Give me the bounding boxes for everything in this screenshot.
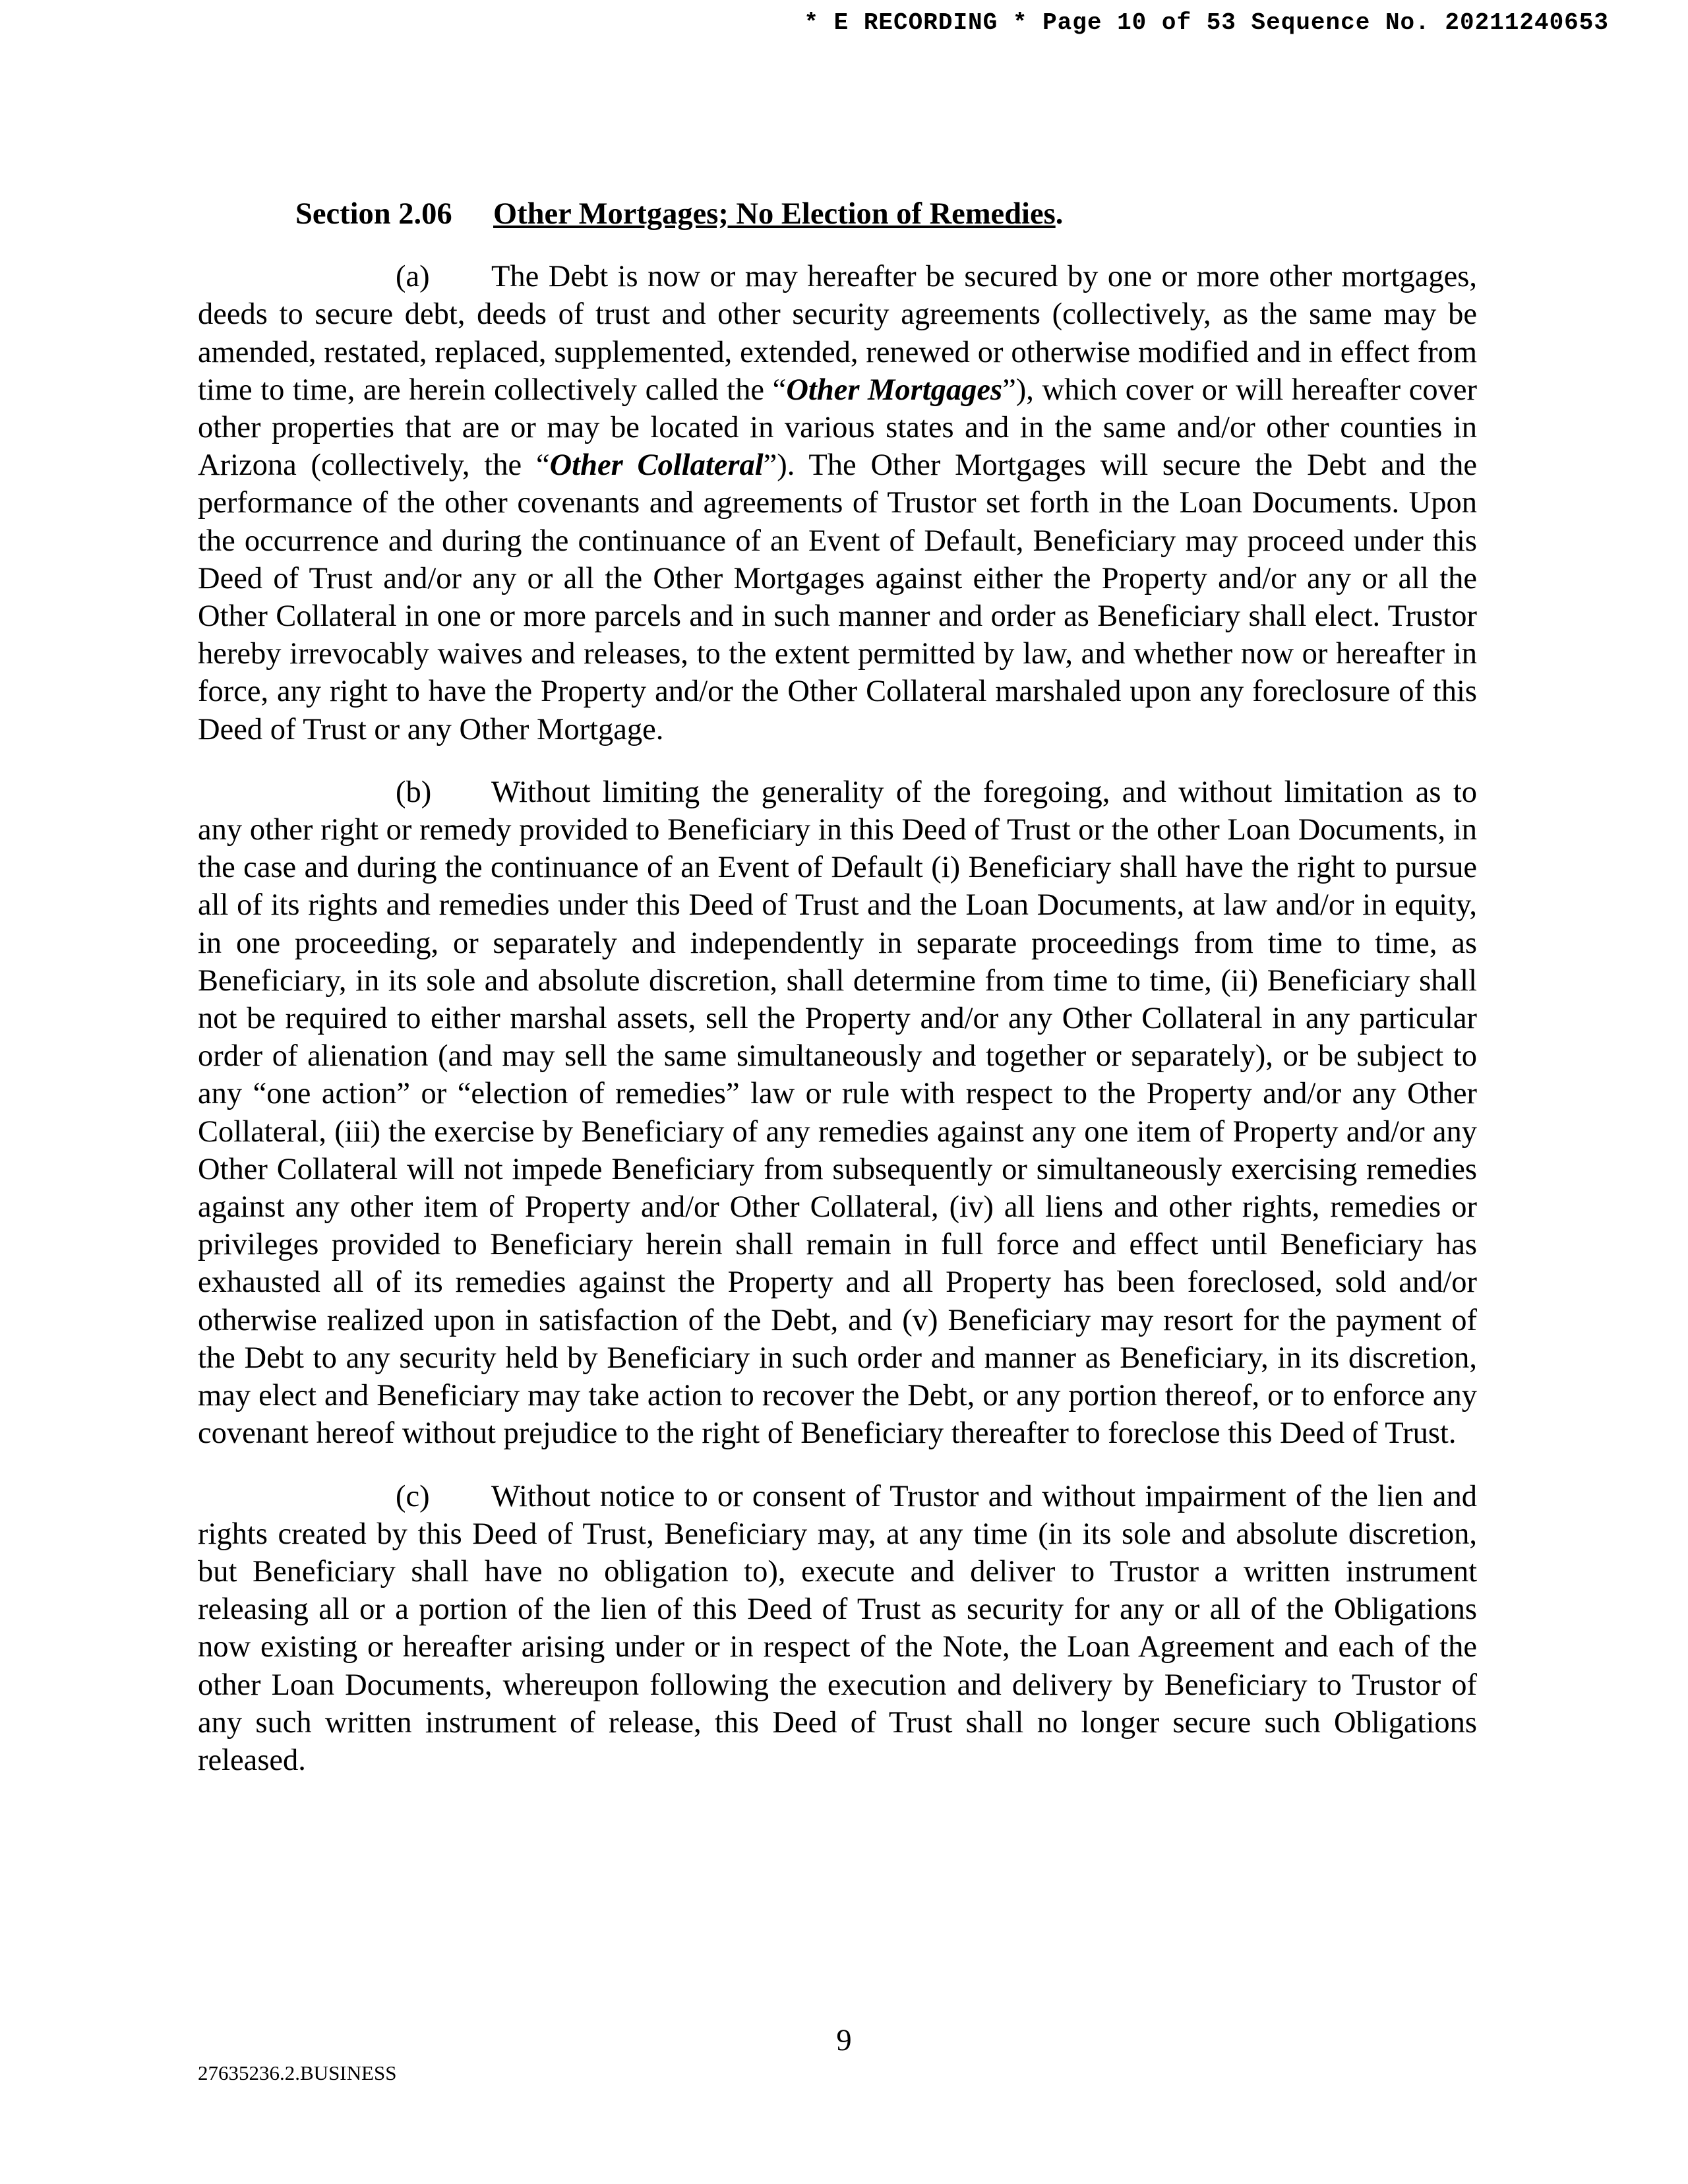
paragraph-b-label: (b) [396,775,432,809]
page-number: 9 [836,2024,852,2057]
paragraph-b [198,774,1477,1453]
paragraph-b-text: Without limiting the generality of the foregoing, and without limitation as to any other right or remedy provided to Beneficiary in this Deed of Trust or the other Loan Documents, in the case and during the continuance of an Event of Default (i) Beneficiary shall have the right to pursue all of its rights and remedies under this Deed of Trust and the Loan Documents, at law and/or in equity, in one proceeding, or separately and independently in separate proceedings from time to time, as Beneficiary, in its sole and absolute discretion, shall determine from time to time, (ii) Beneficiary shall not be required to either marshal assets, sell the Property and/or any Other Collateral in any particular order of alienation (and may sell the same simultaneously and together or separately), or be subject to any “one action” or “election of remedies” law or rule with respect to the Property and/or any Other Collateral, (iii) the exercise by Beneficiary of any remedies against any one item of Property and/or any Other Collateral will not impede Beneficiary from subsequently or simultaneously exercising remedies against any other item of Property and/or Other Collateral, (iv) all liens and other rights, remedies or privileges provided to Beneficiary herein shall remain in full force and effect until Beneficiary has exhausted all of its remedies against the Property and all Property has been foreclosed, sold and/or otherwise realized upon in satisfaction of the Debt, and (v) Beneficiary may resort for the payment of the Debt to any security held by Beneficiary in such order and manner as Beneficiary, in its discretion, may elect and Beneficiary may take action to recover the Debt, or any portion thereof, or to enforce any covenant hereof without prejudice to the right of Beneficiary thereafter to foreclose this Deed of Trust. [198,775,1477,1451]
paragraph-c-text: Without notice to or consent of Trustor and without impairment of the lien and rights created by this Deed of Trust, Beneficiary may, at any time (in its sole and absolute discretion, but Beneficiary shall have no obligation to), execute and deliver to Trustor a written instrument releasing all or a portion of the lien of this Deed of Trust as security for any or all of the Obligations now existing or hereafter arising under or in respect of the Note, the Loan Agreement and each of the other Loan Documents, whereupon following the execution and delivery by Beneficiary to Trustor of any such written instrument of release, this Deed of Trust shall no longer secure such Obligations released. [198,1479,1477,1777]
section-heading [295,195,1477,233]
defined-term-other-mortgages: Other Mortgages [786,373,1003,407]
paragraph-c-label: (c) [396,1479,430,1513]
paragraph-a-label: (a) [396,260,430,294]
recording-stamp: * E RECORDING * Page 10 of 53 Sequence No. 20211240653 [804,9,1609,36]
document-body [198,195,1477,1804]
paragraph-c [198,1478,1477,1780]
section-title-period: . [1055,197,1064,231]
paragraph-a-text-3: ”). The Other Mortgages will secure the Debt and the performance of the other covenants and agreements of Trustor set forth in the Loan Documents. Upon the occurrence and during the continuance of an Event of Default, Beneficiary may proceed under this Deed of Trust and/or any or all the Other Mortgages against either the Property and/or any or all the Other Collateral in one or more parcels and in such manner and order as Beneficiary shall elect. Trustor hereby irrevocably waives and releases, to the extent permitted by law, and whether now or hereafter in force, any right to have the Property and/or the Other Collateral marshaled upon any foreclosure of this Deed of Trust or any Other Mortgage. [198,448,1478,746]
section-number: Section 2.06 [295,197,452,231]
paragraph-a-text-2: ”), which cover or will hereafter cover other properties that are or may be located in various states and in the same and/or other counties in Arizona (collectively, the “ [198,373,1477,483]
defined-term-other-collateral: Other Collateral [549,448,764,483]
paragraph-a [198,258,1477,748]
section-title: Other Mortgages; No Election of Remedies [493,197,1056,231]
document-id: 27635236.2.BUSINESS [198,2061,397,2084]
paragraph-a-text-1: The Debt is now or may hereafter be secured by one or more other mortgages, deeds to secure debt, deeds of trust and other security agreements (collectively, as the same may be amended, restated, replaced, supplemented, extended, renewed or otherwise modified and in effect from time to time, are herein collectively called the “ [198,260,1477,407]
